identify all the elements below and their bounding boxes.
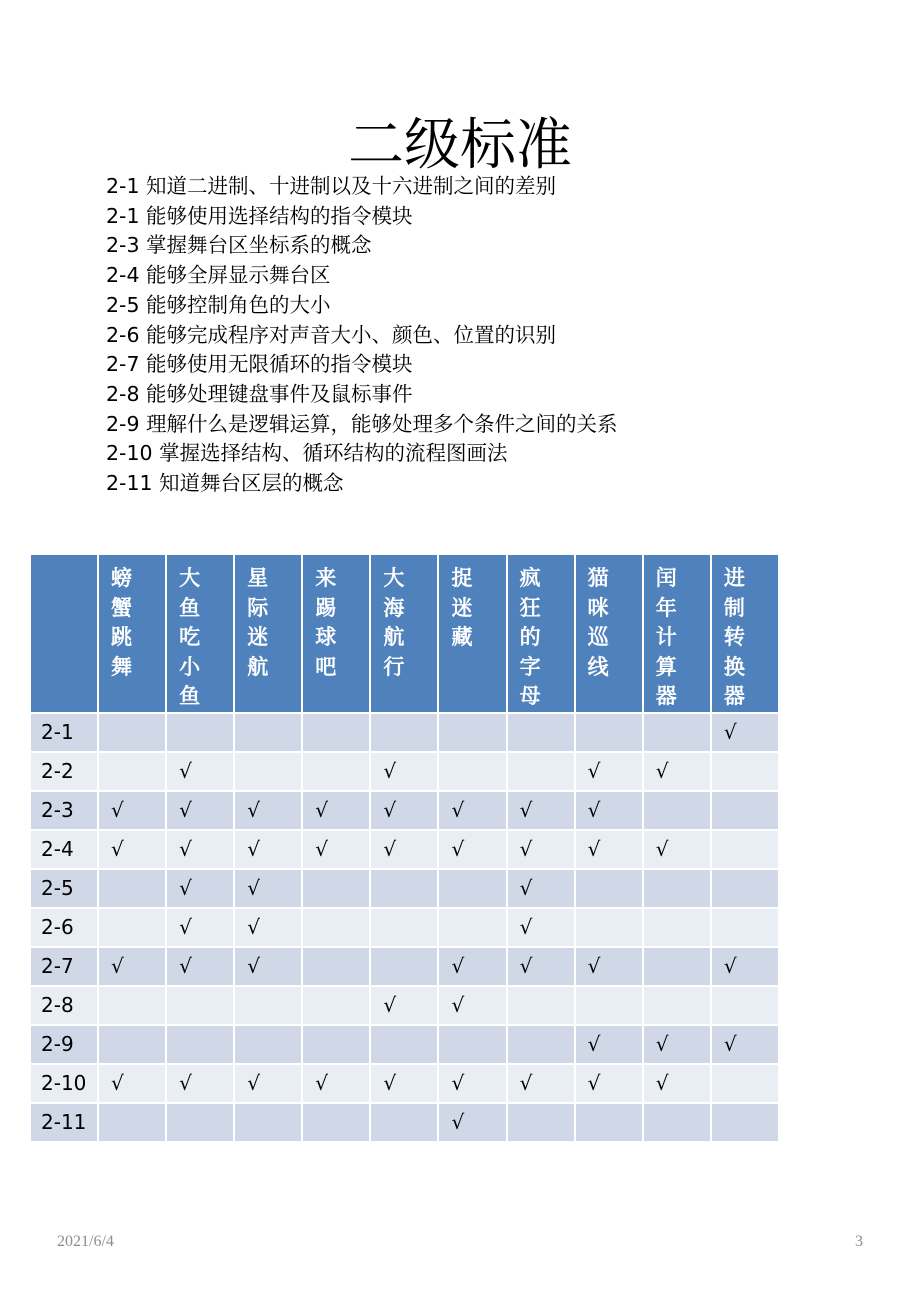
row-label: 2-6	[30, 908, 98, 947]
table-row	[30, 791, 779, 830]
check-mark-cell: √	[302, 791, 370, 830]
row-label: 2-4	[30, 830, 98, 869]
column-header	[370, 554, 438, 713]
empty-cell	[711, 869, 779, 908]
empty-cell	[575, 713, 643, 752]
check-mark-cell: √	[166, 791, 234, 830]
column-header	[234, 554, 302, 713]
check-mark-cell: √	[370, 830, 438, 869]
check-mark-cell: √	[234, 947, 302, 986]
empty-cell	[643, 986, 711, 1025]
row-label: 2-7	[30, 947, 98, 986]
empty-cell	[575, 986, 643, 1025]
check-mark-cell: √	[370, 1064, 438, 1103]
empty-cell	[507, 713, 575, 752]
empty-cell	[438, 713, 506, 752]
empty-cell	[166, 1025, 234, 1064]
check-mark-cell: √	[234, 869, 302, 908]
empty-cell	[98, 713, 166, 752]
empty-cell	[302, 869, 370, 908]
check-mark-cell: √	[438, 1064, 506, 1103]
empty-cell	[234, 752, 302, 791]
empty-cell	[370, 1103, 438, 1142]
table-row	[30, 1103, 779, 1142]
table-header-row	[30, 554, 779, 713]
standard-item: 2-5 能够控制角色的大小	[106, 292, 331, 317]
table-header	[30, 554, 779, 713]
table-row	[30, 947, 779, 986]
table-row	[30, 713, 779, 752]
empty-cell	[98, 869, 166, 908]
column-header	[98, 554, 166, 713]
empty-cell	[711, 986, 779, 1025]
empty-cell	[98, 752, 166, 791]
standard-item: 2-8 能够处理键盘事件及鼠标事件	[106, 381, 413, 406]
empty-cell	[711, 1103, 779, 1142]
check-mark-cell: √	[575, 830, 643, 869]
empty-cell	[302, 908, 370, 947]
empty-cell	[370, 713, 438, 752]
empty-cell	[98, 908, 166, 947]
row-label: 2-1	[30, 713, 98, 752]
empty-cell	[234, 713, 302, 752]
check-mark-cell: √	[98, 791, 166, 830]
column-header-label: 大海航行	[383, 566, 405, 679]
empty-cell	[438, 908, 506, 947]
check-mark-cell: √	[711, 1025, 779, 1064]
empty-cell	[507, 986, 575, 1025]
check-mark-cell: √	[166, 752, 234, 791]
empty-cell	[98, 986, 166, 1025]
standards-list	[106, 172, 618, 499]
footer-page-number: 3	[855, 1233, 863, 1250]
column-header	[302, 554, 370, 713]
column-header-label: 大鱼吃小鱼	[179, 566, 201, 708]
row-label: 2-10	[30, 1064, 98, 1103]
check-mark-cell: √	[507, 830, 575, 869]
check-mark-cell: √	[234, 908, 302, 947]
check-mark-cell: √	[166, 830, 234, 869]
empty-cell	[575, 908, 643, 947]
check-mark-cell: √	[711, 713, 779, 752]
check-mark-cell: √	[166, 869, 234, 908]
standard-item: 2-9 理解什么是逻辑运算，能够处理多个条件之间的关系	[106, 411, 618, 436]
table-row	[30, 1064, 779, 1103]
empty-cell	[302, 713, 370, 752]
row-label: 2-8	[30, 986, 98, 1025]
column-header-label: 捉迷藏	[451, 566, 473, 649]
empty-cell	[643, 1103, 711, 1142]
check-mark-cell: √	[166, 1064, 234, 1103]
empty-cell	[438, 869, 506, 908]
check-mark-cell: √	[643, 1064, 711, 1103]
table-row	[30, 986, 779, 1025]
table-row	[30, 908, 779, 947]
check-mark-cell: √	[438, 791, 506, 830]
empty-cell	[98, 1103, 166, 1142]
empty-cell	[643, 869, 711, 908]
column-header-label: 星际迷航	[247, 566, 269, 679]
row-label: 2-11	[30, 1103, 98, 1142]
check-mark-cell: √	[370, 986, 438, 1025]
check-mark-cell: √	[166, 908, 234, 947]
standard-item: 2-4 能够全屏显示舞台区	[106, 263, 331, 288]
empty-cell	[302, 1103, 370, 1142]
empty-cell	[643, 791, 711, 830]
footer-date: 2021/6/4	[57, 1233, 114, 1250]
empty-cell	[166, 713, 234, 752]
empty-cell	[370, 908, 438, 947]
check-mark-cell: √	[643, 830, 711, 869]
empty-cell	[370, 1025, 438, 1064]
table-row	[30, 1025, 779, 1064]
check-mark-cell: √	[643, 1025, 711, 1064]
check-mark-cell: √	[166, 947, 234, 986]
row-label: 2-2	[30, 752, 98, 791]
check-mark-cell: √	[507, 791, 575, 830]
column-header	[166, 554, 234, 713]
check-mark-cell: √	[711, 947, 779, 986]
column-header-label: 螃蟹跳舞	[111, 566, 132, 679]
empty-cell	[711, 908, 779, 947]
empty-cell	[302, 752, 370, 791]
standard-item: 2-7 能够使用无限循环的指令模块	[106, 352, 413, 377]
column-header	[438, 554, 506, 713]
check-mark-cell: √	[575, 752, 643, 791]
standard-item: 2-10 掌握选择结构、循环结构的流程图画法	[106, 441, 508, 466]
check-mark-cell: √	[370, 791, 438, 830]
empty-cell	[711, 791, 779, 830]
empty-cell	[438, 752, 506, 791]
empty-cell	[575, 869, 643, 908]
check-mark-cell: √	[98, 830, 166, 869]
column-header-label: 来踢球吧	[315, 566, 337, 679]
check-mark-cell: √	[575, 1025, 643, 1064]
table-row	[30, 869, 779, 908]
empty-cell	[370, 947, 438, 986]
check-mark-cell: √	[507, 869, 575, 908]
check-mark-cell: √	[575, 791, 643, 830]
empty-cell	[507, 1103, 575, 1142]
empty-cell	[643, 713, 711, 752]
column-header-label: 闰年计算器	[655, 566, 677, 708]
check-mark-cell: √	[98, 1064, 166, 1103]
empty-cell	[711, 830, 779, 869]
empty-cell	[711, 1064, 779, 1103]
standards-project-table	[29, 553, 780, 1143]
empty-cell	[575, 1103, 643, 1142]
check-mark-cell: √	[234, 1064, 302, 1103]
check-mark-cell: √	[575, 1064, 643, 1103]
check-mark-cell: √	[507, 947, 575, 986]
empty-cell	[302, 947, 370, 986]
empty-cell	[438, 1025, 506, 1064]
standard-item: 2-11 知道舞台区层的概念	[106, 471, 344, 496]
row-label: 2-9	[30, 1025, 98, 1064]
check-mark-cell: √	[302, 1064, 370, 1103]
standard-item: 2-1 知道二进制、十进制以及十六进制之间的差别	[106, 174, 556, 198]
column-header-label: 进制转换器	[723, 566, 745, 708]
empty-cell	[166, 986, 234, 1025]
row-label: 2-3	[30, 791, 98, 830]
empty-cell	[234, 986, 302, 1025]
empty-cell	[166, 1103, 234, 1142]
standard-item: 2-1 能够使用选择结构的指令模块	[106, 203, 413, 228]
check-mark-cell: √	[575, 947, 643, 986]
column-header	[575, 554, 643, 713]
empty-cell	[643, 947, 711, 986]
empty-cell	[507, 1025, 575, 1064]
check-mark-cell: √	[643, 752, 711, 791]
standard-item: 2-6 能够完成程序对声音大小、颜色、位置的识别	[106, 322, 556, 347]
check-mark-cell: √	[438, 830, 506, 869]
standard-item: 2-3 掌握舞台区坐标系的概念	[106, 233, 372, 258]
empty-cell	[711, 752, 779, 791]
empty-cell	[507, 752, 575, 791]
empty-cell	[234, 1025, 302, 1064]
empty-cell	[643, 908, 711, 947]
check-mark-cell: √	[302, 830, 370, 869]
column-header-label: 猫咪巡线	[587, 566, 609, 679]
table-row	[30, 830, 779, 869]
empty-cell	[302, 986, 370, 1025]
check-mark-cell: √	[234, 830, 302, 869]
check-mark-cell: √	[370, 752, 438, 791]
check-mark-cell: √	[507, 1064, 575, 1103]
table-row	[30, 752, 779, 791]
check-mark-cell: √	[438, 1103, 506, 1142]
empty-cell	[370, 869, 438, 908]
column-header-label: 疯狂的字母	[519, 566, 541, 708]
empty-cell	[302, 1025, 370, 1064]
check-mark-cell: √	[98, 947, 166, 986]
check-mark-cell: √	[438, 947, 506, 986]
check-mark-cell: √	[438, 986, 506, 1025]
table-corner-cell	[30, 554, 98, 713]
empty-cell	[234, 1103, 302, 1142]
column-header	[643, 554, 711, 713]
column-header	[711, 554, 779, 713]
row-label: 2-5	[30, 869, 98, 908]
column-header	[507, 554, 575, 713]
check-mark-cell: √	[234, 791, 302, 830]
page-title: 二级标准	[348, 112, 572, 178]
empty-cell	[98, 1025, 166, 1064]
table-body	[30, 713, 779, 1142]
check-mark-cell: √	[507, 908, 575, 947]
